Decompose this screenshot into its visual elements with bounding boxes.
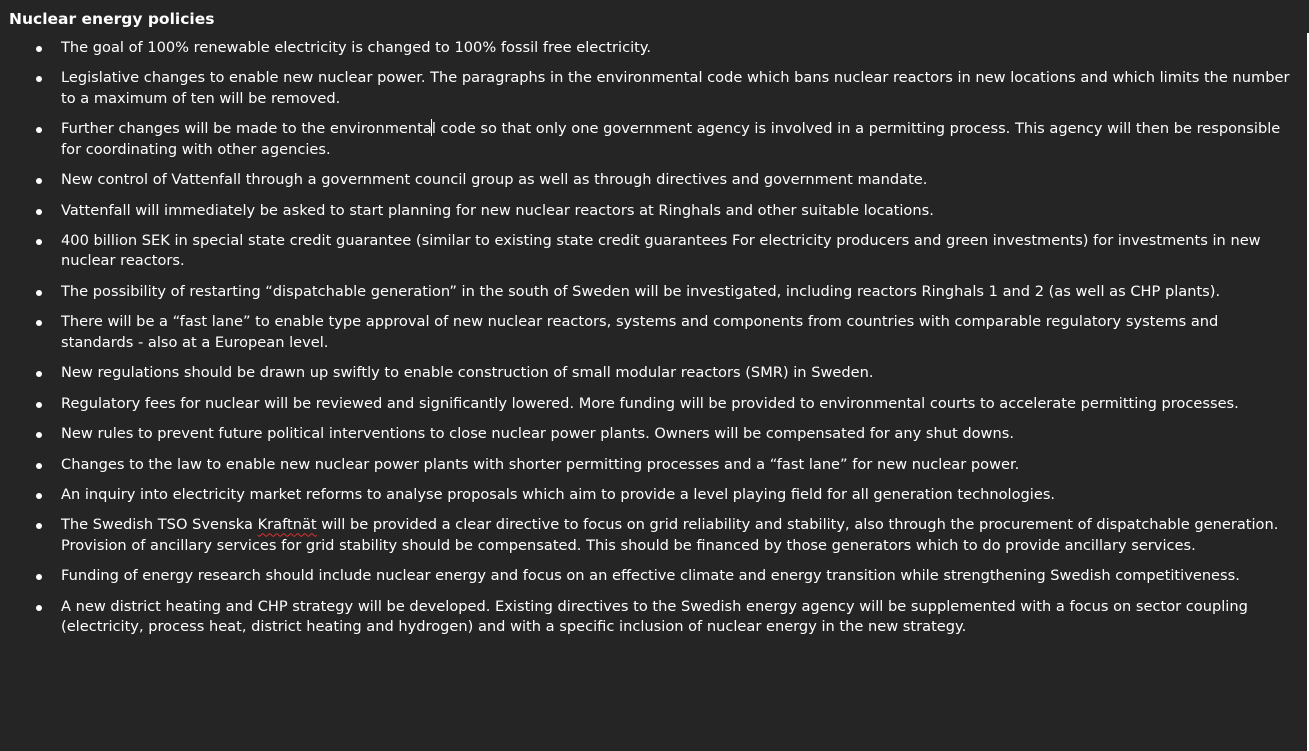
list-item[interactable] — [0, 119, 1300, 160]
list-item[interactable] — [0, 282, 1300, 302]
list-item-text: The goal of 100% renewable electricity is changed to 100% fossil free electricity. — [61, 39, 652, 56]
list-item[interactable] — [0, 597, 1300, 638]
bullet-icon — [36, 320, 42, 326]
bullet-icon — [36, 463, 42, 469]
list-item-text: Regulatory fees for nuclear will be reviewed and significantly lowered. More funding will be provided to environmental courts to accelerate permitting processes. — [61, 394, 1239, 412]
list-item[interactable] — [0, 394, 1300, 414]
bullet-icon — [36, 290, 42, 296]
bullet-icon — [36, 127, 42, 133]
list-item[interactable] — [0, 312, 1300, 353]
list-item-text: Changes to the law to enable new nuclear power plants with shorter permitting processes and a “fast lane” for new nuclear power. — [61, 455, 1020, 473]
list-item[interactable] — [0, 515, 1300, 556]
bullet-icon — [36, 178, 42, 184]
list-item-text: Funding of energy research should include nuclear energy and focus on an effective climate and energy transition while strengthening Swedish competitiveness. — [61, 567, 1240, 585]
list-item-text: Vattenfall will immediately be asked to start planning for new nuclear reactors at Ringhals and other suitable locations. — [61, 201, 934, 219]
list-item[interactable] — [0, 201, 1300, 221]
bullet-icon — [36, 605, 42, 611]
list-item-text: New rules to prevent future political interventions to close nuclear power plants. Owners will be compensated for any shut downs. — [61, 425, 1014, 443]
list-item[interactable] — [0, 363, 1300, 383]
spellcheck-flagged-word[interactable]: Kraftnät — [257, 516, 317, 534]
list-item[interactable] — [0, 566, 1300, 586]
list-item[interactable] — [0, 38, 1300, 58]
bullet-icon — [36, 574, 42, 580]
text-before-cursor: Further changes will be made to the environmenta — [61, 120, 432, 138]
list-item-text: Legislative changes to enable new nuclear power. The paragraphs in the environmental code which bans nuclear reactors in new locations and which limits the number to a maximum of ten will be removed. — [61, 69, 1290, 107]
bullet-icon — [36, 523, 42, 529]
list-item-text: New regulations should be drawn up swiftly to enable construction of small modular reactors (SMR) in Sweden. — [61, 364, 874, 382]
list-item-text: There will be a “fast lane” to enable type approval of new nuclear reactors, systems and components from countries with comparable regulatory systems and standards - also at a European level. — [61, 313, 1219, 351]
list-item-text — [61, 516, 1278, 553]
bullet-icon — [36, 493, 42, 499]
bullet-icon — [36, 371, 42, 377]
list-item[interactable] — [0, 455, 1300, 475]
bullet-icon — [36, 46, 42, 52]
list-item[interactable] — [0, 170, 1300, 190]
list-item-text: 400 billion SEK in special state credit guarantee (similar to existing state credit guarantees For electricity producers and green investments) for investments in new nuclear reactors. — [61, 232, 1261, 270]
list-item-text: An inquiry into electricity market reforms to analyse proposals which aim to provide a level playing field for all generation technologies. — [61, 486, 1056, 503]
list-item[interactable] — [0, 424, 1300, 444]
list-item-text: New control of Vattenfall through a government council group as well as through directives and government mandate. — [61, 171, 928, 189]
list-item-text: The possibility of restarting “dispatchable generation” in the south of Sweden will be investigated, including reactors Ringhals 1 and 2 (as well as CHP plants). — [61, 282, 1221, 300]
list-item[interactable] — [0, 485, 1300, 505]
list-item[interactable] — [0, 68, 1300, 109]
text-after-flagged-word: will be provided a clear directive to focus on grid reliability and stability, also through the procurement of dispatchable generation. Provision of ancillary services for grid stability should be compensated. This should be financed by those generators which to do provide ancillary services. — [61, 516, 1279, 554]
document-heading: Nuclear energy policies — [9, 10, 215, 28]
policy-bullet-list — [0, 38, 1300, 648]
list-item[interactable] — [0, 231, 1300, 272]
text-after-cursor: l code so that only one government agency is involved in a permitting process. This agency will then be responsible for coordinating with other agencies. — [61, 120, 1281, 158]
list-item-text — [61, 120, 1280, 157]
bullet-icon — [36, 402, 42, 408]
bullet-icon — [36, 76, 42, 82]
bullet-icon — [36, 239, 42, 245]
list-item-text: A new district heating and CHP strategy will be developed. Existing directives to the Swedish energy agency will be supplemented with a focus on sector coupling (electricity, process heat, district heating and hydrogen) and with a specific inclusion of nuclear energy in the new strategy. — [61, 597, 1248, 636]
text-before-flagged-word: The Swedish TSO Svenska — [61, 516, 258, 534]
bullet-icon — [36, 209, 42, 215]
bullet-icon — [36, 432, 42, 438]
